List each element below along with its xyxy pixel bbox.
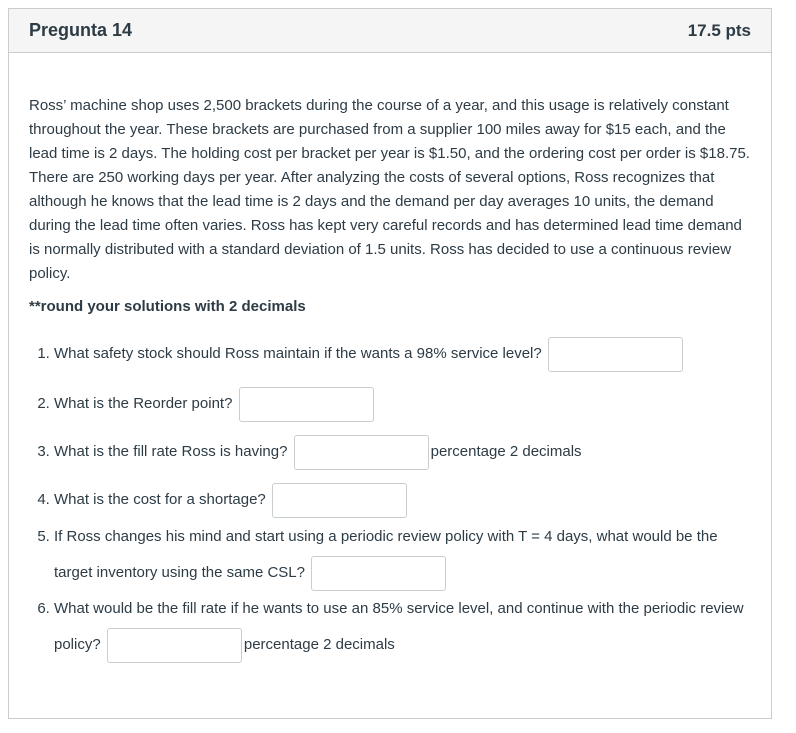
answer-input-4[interactable]	[272, 483, 407, 518]
answer-input-3[interactable]	[294, 435, 429, 470]
sub-question-6	[54, 591, 751, 663]
question-text: Ross’ machine shop uses 2,500 brackets during the course of a year, and this usage is relatively constant throughout the year. These brackets are purchased from a supplier 100 miles away for $15 each, and the lead time is 2 days. The holding cost per bracket per year is $1.50, and the ordering cost per order is $18.75. There are 250 working days per year. After analyzing the costs of several options, Ross recognizes that although he knows that the lead time is 2 days and the demand per day averages 10 units, the demand during the lead time often varies. Ross has kept very careful records and has determined lead time demand is normally distributed with a standard deviation of 1.5 units. Ross has decided to use a continuous review policy.	[29, 97, 750, 282]
question-title: Pregunta 14	[29, 20, 133, 40]
sub-question-1-text: What safety stock should Ross maintain if the wants a 98% service level?	[54, 345, 542, 362]
sub-question-4	[54, 481, 751, 519]
sub-question-3	[54, 433, 751, 471]
sub-question-5-text: If Ross changes his mind and start using a periodic review policy with T = 4 days, what would be the target inventory using the same CSL?	[54, 528, 718, 582]
answer-input-6[interactable]	[107, 628, 242, 663]
sub-question-2-text: What is the Reorder point?	[54, 395, 233, 412]
answer-input-5[interactable]	[311, 556, 446, 591]
sub-question-3-text: What is the fill rate Ross is having?	[54, 443, 288, 460]
sub-question-5	[54, 519, 751, 591]
sub-question-6-text: What would be the fill rate if he wants to use an 85% service level, and continue with the periodic review policy?	[54, 600, 744, 654]
answer-3-suffix: percentage 2 decimals	[430, 443, 582, 461]
question-header	[9, 9, 771, 53]
answer-input-2[interactable]	[239, 387, 374, 422]
question-card	[8, 8, 772, 719]
sub-question-4-text: What is the cost for a shortage?	[54, 491, 266, 509]
rounding-note: **round your solutions with 2 decimals	[29, 298, 306, 315]
sub-question-1	[54, 335, 751, 373]
answer-input-1[interactable]	[548, 337, 683, 372]
sub-question-2	[54, 385, 751, 423]
sub-question-list	[29, 335, 751, 663]
question-points: 17.5 pts	[687, 20, 751, 40]
answer-6-suffix: percentage 2 decimals	[243, 636, 395, 654]
question-body	[9, 53, 771, 663]
